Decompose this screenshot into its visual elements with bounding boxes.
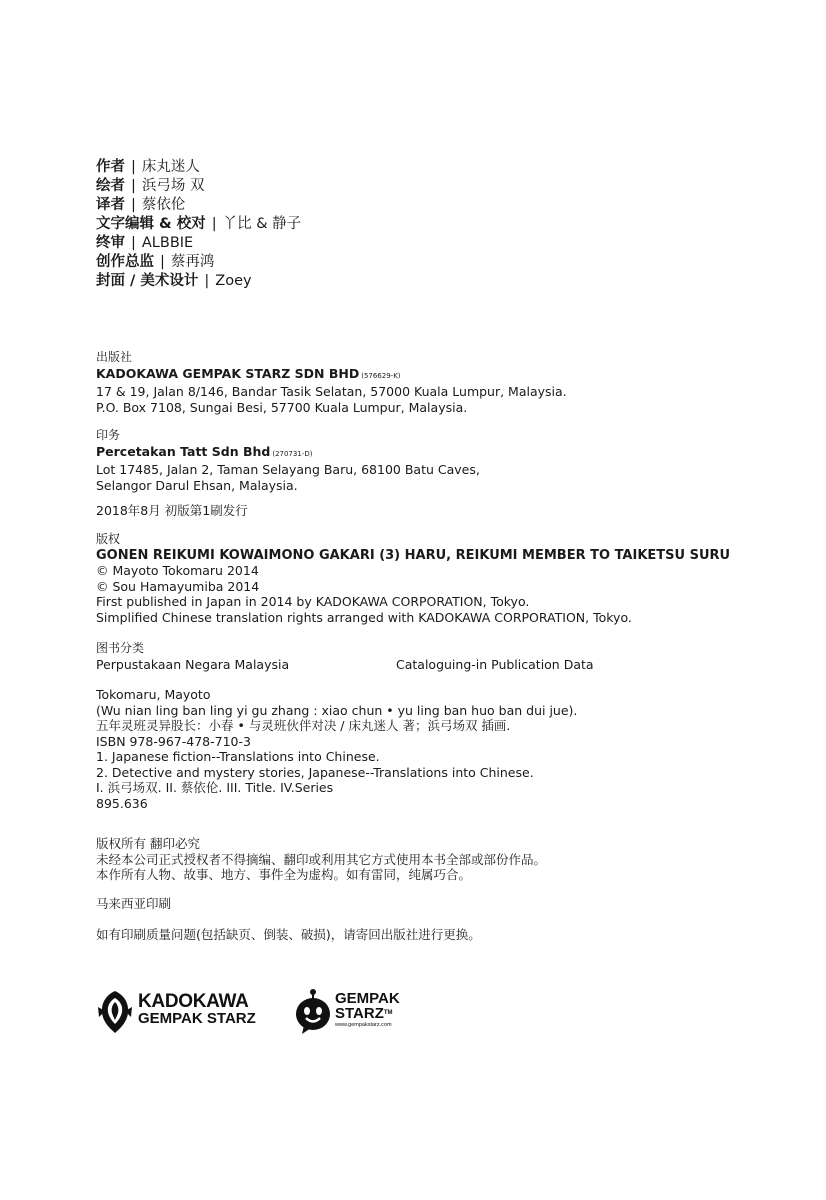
copyright-block xyxy=(96,532,730,625)
cip-line: I. 浜弓场双. II. 蔡依伦. III. Title. IV.Series xyxy=(96,780,334,795)
kadokawa-emblem-icon xyxy=(96,989,134,1035)
credit-value: Zoey xyxy=(215,273,252,289)
credit-row-final-review xyxy=(96,234,301,253)
credit-separator: | xyxy=(131,197,136,213)
logos-row xyxy=(96,985,456,1041)
gempak-mascot-icon xyxy=(294,987,332,1035)
cip-line: 895.636 xyxy=(96,795,148,811)
cip-line: ISBN 978-967-478-710-3 xyxy=(96,733,251,749)
cip-line: 2. Detective and mystery stories, Japanese--Translations into Chinese. xyxy=(96,764,534,780)
gempak-logo-line2: STARZ xyxy=(335,1005,384,1022)
credit-row-editor xyxy=(96,215,301,234)
credit-row-cover-design xyxy=(96,272,301,291)
printer-reg: (270731-D) xyxy=(272,449,313,458)
credit-separator: | xyxy=(131,178,136,194)
quality-notice: 如有印刷质量问题(包括缺页、倒装、破损)，请寄回出版社进行更换。 xyxy=(96,927,481,942)
credit-value: 蔡再鸿 xyxy=(170,254,215,270)
rights-line-2: 本作所有人物、故事、地方、事件全为虚构。如有雷同，纯属巧合。 xyxy=(96,867,472,882)
credit-value: 丫比 & 静子 xyxy=(222,216,302,232)
publisher-name: KADOKAWA GEMPAK STARZ SDN BHD xyxy=(96,365,360,381)
kadokawa-logo xyxy=(138,993,256,1027)
credit-separator: | xyxy=(211,216,217,232)
publisher-address-1: 17 & 19, Jalan 8/146, Bandar Tasik Selatan, 57000 Kuala Lumpur, Malaysia. xyxy=(96,384,567,399)
gempak-logo-tm: TM xyxy=(383,1010,393,1016)
edition-line: 2018年8月 初版第1刷发行 xyxy=(96,503,248,518)
gempak-starz-logo xyxy=(335,991,400,1029)
credit-value: 床丸迷人 xyxy=(141,159,200,175)
credit-role: 终审 xyxy=(96,235,125,251)
credit-separator: | xyxy=(131,235,136,251)
credit-separator: | xyxy=(131,159,136,175)
publisher-block xyxy=(96,350,567,415)
original-title: GONEN REIKUMI KOWAIMONO GAKARI (3) HARU, REIKUMI MEMBER TO TAIKETSU SURU xyxy=(96,547,731,563)
catalog-label: 图书分类 xyxy=(96,641,145,655)
copyright-line: © Sou Hamayumiba 2014 xyxy=(96,578,260,594)
printer-label: 印务 xyxy=(96,428,121,442)
kadokawa-logo-line2: GEMPAK STARZ xyxy=(138,1010,256,1027)
credit-separator: | xyxy=(160,254,165,270)
publisher-reg: (576629-K) xyxy=(361,371,401,380)
copyright-line: © Mayoto Tokomaru 2014 xyxy=(96,563,259,578)
gempak-logo-line1: GEMPAK xyxy=(335,990,400,1007)
credit-value: 浜弓场 双 xyxy=(141,178,205,194)
cip-line: (Wu nian ling ban ling yi gu zhang : xiao chun • yu ling ban huo ban dui jue). xyxy=(96,702,578,718)
credit-row-author xyxy=(96,158,301,177)
credit-separator: | xyxy=(204,273,210,289)
rights-line-1: 未经本公司正式授权者不得摘编、翻印或利用其它方式使用本书全部或部份作品。 xyxy=(96,851,547,867)
printer-name: Percetakan Tatt Sdn Bhd xyxy=(96,443,271,459)
catalog-library: Perpustakaan Negara Malaysia xyxy=(96,656,290,672)
copyright-line: First published in Japan in 2014 by KADOKAWA CORPORATION, Tokyo. xyxy=(96,594,530,609)
credits-list xyxy=(96,158,301,291)
cip-line: 1. Japanese fiction--Translations into Chinese. xyxy=(96,749,380,764)
credit-role: 创作总监 xyxy=(96,254,154,270)
copyright-line: Simplified Chinese translation rights arranged with KADOKAWA CORPORATION, Tokyo. xyxy=(96,609,632,625)
kadokawa-logo-line1: KADOKAWA xyxy=(138,991,249,1012)
printer-address-1: Lot 17485, Jalan 2, Taman Selayang Baru, 68100 Batu Caves, xyxy=(96,462,480,477)
publisher-label: 出版社 xyxy=(96,350,133,364)
rights-block xyxy=(96,836,546,883)
credit-role: 绘者 xyxy=(96,178,125,194)
rights-label: 版权所有 翻印必究 xyxy=(96,836,200,851)
credit-row-translator xyxy=(96,196,301,215)
catalog-block xyxy=(96,641,594,672)
cip-block xyxy=(96,687,577,811)
credit-role: 译者 xyxy=(96,197,125,213)
credit-row-creative-director xyxy=(96,253,301,272)
printer-address-2: Selangor Darul Ehsan, Malaysia. xyxy=(96,477,298,493)
printed-in-line: 马来西亚印刷 xyxy=(96,896,172,911)
credit-role: 封面 / 美术设计 xyxy=(96,273,199,289)
credit-row-illustrator xyxy=(96,177,301,196)
printer-block xyxy=(96,428,480,493)
copyright-label: 版权 xyxy=(96,532,121,546)
cip-line: Tokomaru, Mayoto xyxy=(96,687,211,702)
credit-value: ALBBIE xyxy=(141,235,194,251)
publisher-address-2: P.O. Box 7108, Sungai Besi, 57700 Kuala Lumpur, Malaysia. xyxy=(96,399,468,415)
gempak-logo-url: www.gempakstarz.com xyxy=(335,1022,392,1028)
catalog-cip-title: Cataloguing-in Publication Data xyxy=(396,656,594,672)
credit-role: 作者 xyxy=(96,159,125,175)
credit-role: 文字编辑 & 校对 xyxy=(96,216,206,232)
cip-line: 五年灵班灵异股长：小春 • 与灵班伙伴对决 / 床丸迷人 著；浜弓场双 插画. xyxy=(96,718,511,733)
catalog-row xyxy=(96,657,594,673)
credit-value: 蔡依伦 xyxy=(141,197,186,213)
